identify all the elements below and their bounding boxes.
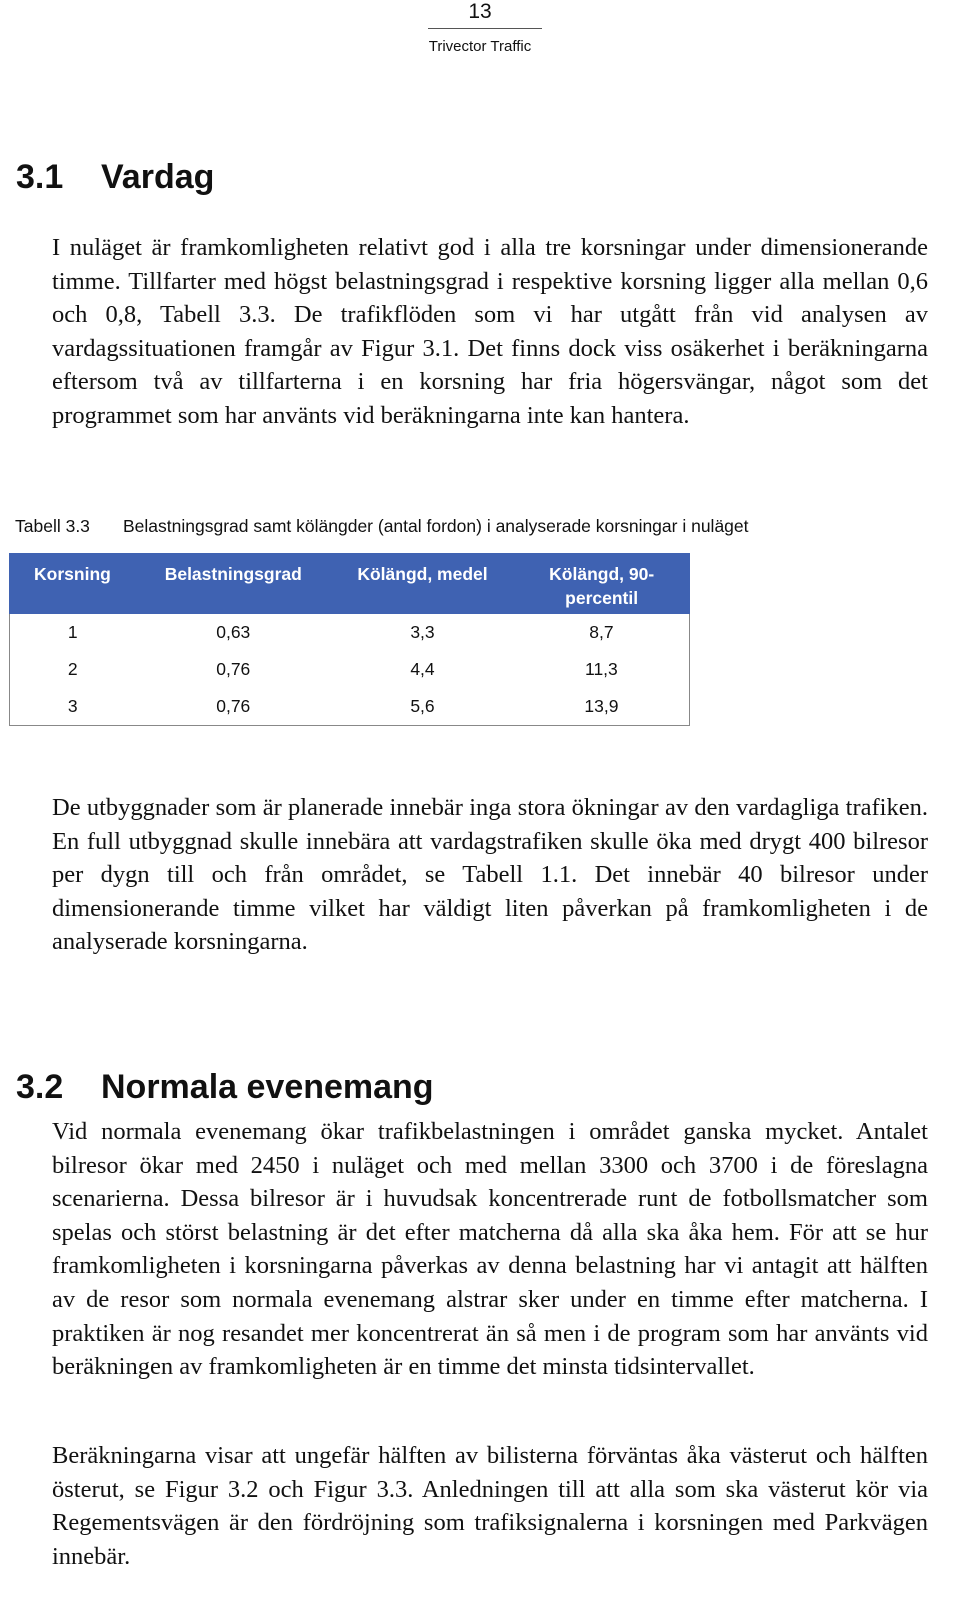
paragraph-evenemang-1: Vid normala evenemang ökar trafikbelastningen i området ganska mycket. Antalet bilresor ökar med 2450 i nuläget och med mellan 3300 och 3700 i de föreslagna scenarierna. Dessa bilresor är i huvudsak koncentrerade runt de fotbollsmatcher som spelas och störst belastning är det efter matcherna då alla ska åka hem. För att se hur framkomligheten i korsningarna påverkas av denna belastning har vi antagit att hälften av de resor som normala evenemang alstrar sker under en timme efter matcherna. I praktiken är nog resandet mer koncentrerat än så men i de program som har använts vid beräkningen av framkomligheten är en timme det minsta tidsintervallet. [52,1118,928,1381]
section-number: 3.1 [16,158,64,196]
paragraph-vardag-2: De utbyggnader som är planerade innebär inga stora ökningar av den vardagliga trafiken. En full utbyggnad skulle innebära att vardagstrafiken skulle öka med drygt 400 bilresor per dygn till och från området, se Tabell 1.1. Det innebär 40 bilresor under dimensionerande timme vilket har väldigt liten påverkan på framkomligheten i de analyserade korsningarna. [52,794,928,956]
paragraph-vardag-1: I nuläget är framkomligheten relativt god i alla tre korsningar under dimensionerande timme. Tillfarter med högst belastningsgrad i respektive korsning ligger alla mellan 0,6 och 0,8, Tabell 3.3. De trafikflöden som vi har utgått från vid analysen av vardagssituationen framgår av Figur 3.1. Det finns dock viss osäkerhet i beräkningarna eftersom två av tillfarterna i en korsning har fria högersvängar, något som det programmet som har använts vid beräkningarna inte kan hantera. [52,234,928,429]
page-number: 13 [468,0,492,23]
table-header-row [10,554,690,614]
table-row [10,651,690,688]
section-number: 3.2 [16,1068,64,1106]
table-cell: 3,3 [410,622,435,642]
header-divider [428,28,542,29]
table-row [10,614,690,652]
table-row [10,688,690,726]
table-caption-label: Tabell 3.3 [15,516,90,536]
section-heading-vardag [16,157,214,197]
table-cell: 11,3 [514,651,690,688]
column-header-kolangd-medel: Kölängd, medel [331,554,514,614]
table-cell: 0,76 [135,688,331,726]
belastningsgrad-table [9,553,690,726]
section-title: Normala evenemang [101,1068,434,1106]
table-cell: 8,7 [514,614,690,652]
table-caption [15,514,749,538]
column-header-belastningsgrad: Belastningsgrad [135,554,331,614]
table-caption-text: Belastningsgrad samt kölängder (antal fordon) i analyserade korsningar i nuläget [123,516,749,536]
table-cell: 13,9 [514,688,690,726]
header-company: Trivector Traffic [428,38,532,55]
table-cell: 5,6 [331,688,514,726]
table-cell: 4,4 [410,659,435,679]
table-cell: 0,76 [216,659,251,679]
section-heading-normala-evenemang [16,1067,434,1107]
section-title: Vardag [101,158,215,196]
table-cell: 2 [10,651,136,688]
table-cell: 0,63 [216,622,251,642]
table-cell: 1 [10,614,136,652]
table-cell: 3 [10,688,136,726]
column-header-korsning: Korsning [10,554,136,614]
column-header-kolangd-90-percentil: Kölängd, 90-percentil [514,554,690,614]
paragraph-evenemang-2: Beräkningarna visar att ungefär hälften av bilisterna förväntas åka västerut och hälften österut, se Figur 3.2 och Figur 3.3. Anledningen till att alla som ska västerut kör via Regementsvägen är den fördröjning som trafiksignalerna i korsningen med Parkvägen innebär. [52,1442,928,1570]
